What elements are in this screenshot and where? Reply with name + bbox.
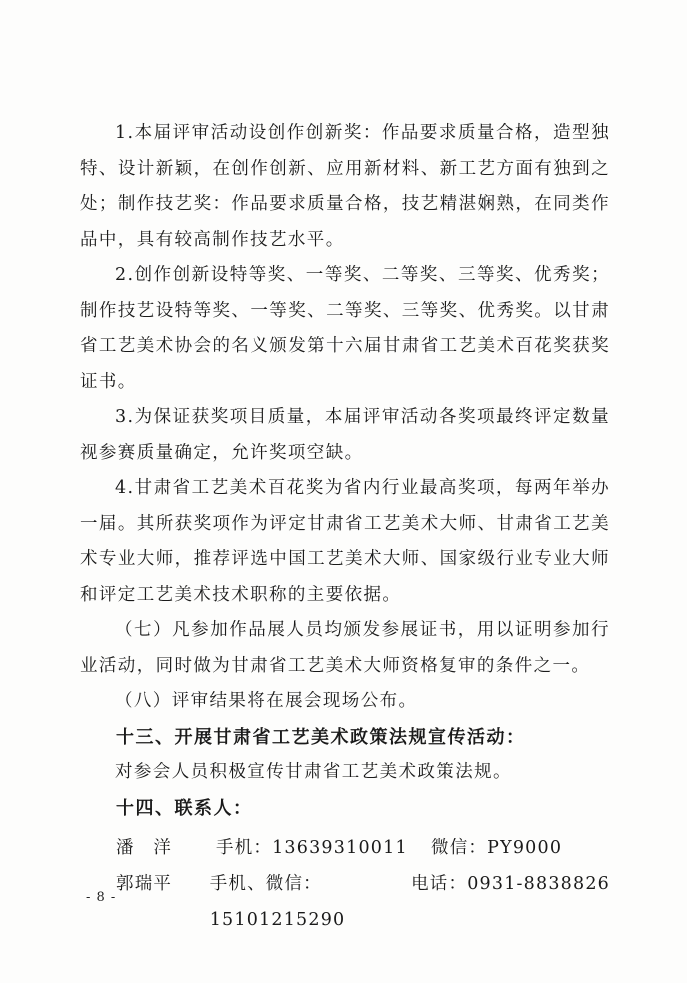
contact-phone: 手机、微信：15101215290 — [209, 874, 346, 930]
contact-telephone: 电话：0931-8838826 — [411, 874, 610, 894]
paragraph-award-significance: 4.甘肃省工艺美术百花奖为省内行业最高奖项，每两年举办一届。其所获奖项作为评定甘肃省工艺美术大师、甘肃省工艺美术专业大师，推荐评选中国工艺美术大师、国家级行业专业大师和评定工艺美术技术职称的主要依据。 — [80, 478, 610, 605]
contact-phone: 手机：13639310011 — [216, 838, 408, 858]
paragraph-exhibition-certificate: （七）凡参加作品展人员均颁发参展证书，用以证明参加行业活动，同时做为甘肃省工艺美术大师资格复审的条件之一。 — [80, 620, 610, 676]
paragraph-award-levels: 2.创作创新设特等奖、一等奖、二等奖、三等奖、优秀奖；制作技艺设特等奖、一等奖、二等奖、三等奖、优秀奖。以甘肃省工艺美术协会的名义颁发第十六届甘肃省工艺美术百花奖获奖证书。 — [80, 265, 610, 392]
contact-row — [80, 866, 610, 938]
section-13-body: 对参会人员积极宣传甘肃省工艺美术政策法规。 — [115, 762, 512, 782]
page-number: - 8 - — [86, 890, 117, 905]
contact-name: 潘 洋 — [116, 838, 173, 858]
paragraph-results-announcement: （八）评审结果将在展会现场公布。 — [115, 691, 418, 711]
document-body — [80, 116, 610, 938]
contact-row — [80, 830, 610, 866]
section-14-heading: 十四、联系人： — [116, 797, 253, 819]
contact-wechat: 微信：PY9000 — [431, 838, 563, 858]
contact-list — [80, 830, 610, 938]
paragraph-award-types: 1.本届评审活动设创作创新奖：作品要求质量合格，造型独特、设计新颖，在创作创新、应用新材料、新工艺方面有独到之处；制作技艺奖：作品要求质量合格，技艺精湛娴熟，在同类作品中，具有较高制作技艺水平。 — [80, 123, 610, 250]
paragraph-award-quality: 3.为保证获奖项目质量，本届评审活动各奖项最终评定数量视参赛质量确定，允许奖项空缺。 — [80, 407, 610, 463]
section-13-heading: 十三、开展甘肃省工艺美术政策法规宣传活动： — [116, 726, 526, 748]
contact-name: 郭瑞平 — [116, 874, 173, 894]
